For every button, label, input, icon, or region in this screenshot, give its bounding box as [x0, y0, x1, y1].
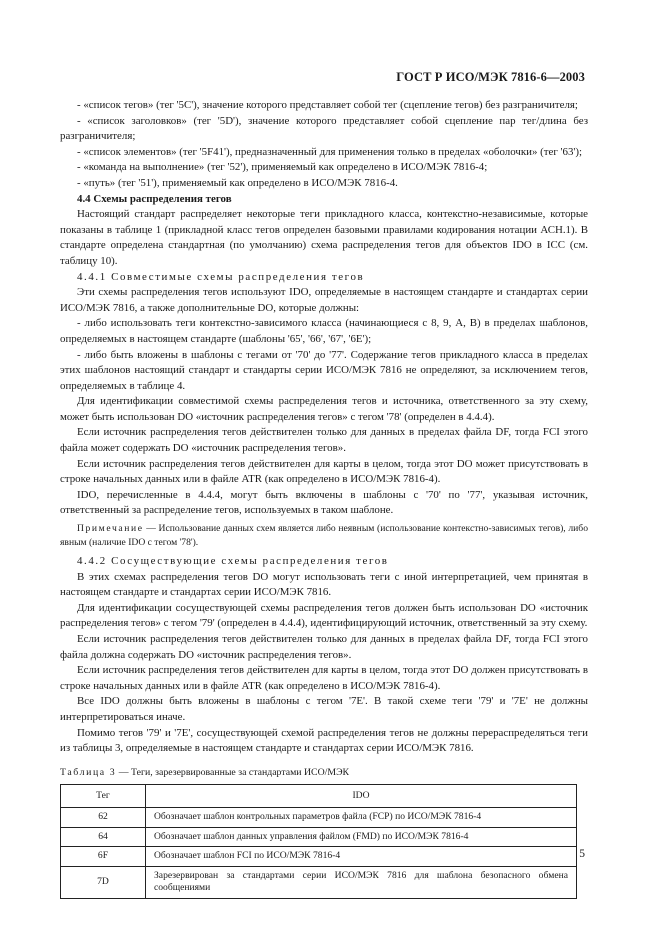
list-item: - «список тегов» (тег '5C'), значение которого представляет собой тег (сцепление тегов) без разграничителя; — [77, 99, 578, 111]
tag-cell: 62 — [61, 808, 146, 828]
list-item: - «команда на выполнение» (тег '52'), применяемый как определено в ИСО/МЭК 7816-4; — [77, 161, 488, 174]
subsection-heading: 4.4.2 Сосуществующие схемы распределения тегов — [77, 555, 389, 568]
table-row — [61, 827, 577, 847]
ido-cell: Обозначает шаблон FCI по ИСО/МЭК 7816-4 — [146, 847, 577, 867]
table-row — [61, 808, 577, 828]
note-text: — Использование данных схем является либо неявным (использование контекстно-зависимых тегов), либо явным (наличие IDO с тегом '78'). — [60, 523, 588, 549]
ido-cell: Обозначает шаблон контрольных параметров файла (FCP) по ИСО/МЭК 7816-4 — [146, 808, 577, 828]
page-number: 5 — [579, 848, 585, 860]
paragraph: Для идентификации совместимой схемы распределения тегов и источника, ответственного за эту схему, может быть использован DO «источник распределения тегов» с тегом '78' (определен в 4.4.4). — [60, 395, 588, 423]
tags-table — [60, 784, 577, 899]
paragraph: Если источник распределения тегов действителен для карты в целом, тогда этот DO может присутствовать в строке начальных данных или в файле ATR (как определено в ИСО/МЭК 7816-4). — [60, 457, 588, 486]
table-caption-label: Таблица 3 — [60, 766, 117, 778]
list-item: - «путь» (тег '51'), применяемый как определено в ИСО/МЭК 7816-4. — [77, 176, 398, 189]
column-header-ido: IDO — [146, 785, 577, 808]
table-caption-text: — Теги, зарезервированные за стандартами ИСО/МЭК — [116, 766, 350, 778]
page-content — [60, 98, 588, 899]
table-header-row — [61, 785, 577, 808]
note-label: Примечание — [77, 523, 144, 535]
list-item: - «список заголовков» (тег '5D'), значение которого представляет собой сцепление пар тег/длина без разграничителя; — [60, 114, 588, 143]
paragraph: IDO, перечисленные в 4.4.4, могут быть включены в шаблоны с '70' по '77', указывая источник, ответственный за распределение тегов, используемых в таком шаблоне. — [60, 488, 588, 517]
paragraph: В этих схемах распределения тегов DO могут использовать теги с иной интерпретацией, чем принятая в настоящем стандарте и стандартах серии ИСО/МЭК 7816. — [60, 570, 588, 599]
ido-cell: Зарезервирован за стандартами серии ИСО/МЭК 7816 для шаблона безопасного обмена сообщениями — [146, 866, 577, 898]
paragraph: Если источник распределения тегов действителен только для данных в пределах файла DF, тогда FCI этого файла может содержать DO «источник распределения тегов». — [60, 426, 588, 455]
section-heading: 4.4 Схемы распределения тегов — [77, 192, 232, 205]
table-row — [61, 847, 577, 867]
list-item: - либо использовать теги контекстно-зависимого класса (начинающиеся с 8, 9, A, B) в пределах шаблонов, определяемых в настоящем стандарте (шаблоны '65', '66', '67', '6E'); — [60, 317, 588, 345]
list-item: - либо быть вложены в шаблоны с тегами от '70' до '77'. Содержание тегов прикладного класса в пределах этих шаблонов настоящий стандарт и стандарты серии ИСО/МЭК 7816 не определяют, за исключением тегов, определяемых в таблице 4. — [60, 348, 588, 392]
paragraph: Эти схемы распределения тегов используют IDO, определяемые в настоящем стандарте и стандартах серии ИСО/МЭК 7816, а также дополнительные DO, которые должны: — [60, 286, 588, 314]
paragraph: Для идентификации сосуществующей схемы распределения тегов должен быть использован DO «источник распределения тегов» с тегом '79' (определен в 4.4.4), идентифицирующий источник, ответственный за эту схему. — [60, 601, 588, 630]
tag-cell: 6F — [61, 847, 146, 867]
paragraph: Если источник распределения тегов действителен для карты в целом, тогда этот DO должен присутствовать в строке начальных данных или в файле ATR (как определено в ИСО/МЭК 7816-4). — [60, 664, 588, 692]
paragraph: Если источник распределения тегов действителен только для данных в пределах файла DF, тогда FCI этого файла должна содержать DO «источник распределения тегов». — [60, 633, 588, 661]
tag-cell: 64 — [61, 827, 146, 847]
list-item: - «список элементов» (тег '5F41'), предназначенный для применения только в пределах «оболочки» (тег '63'); — [77, 145, 582, 158]
paragraph: Помимо тегов '79' и '7E', сосуществующей схемой распределения тегов не должны перераспределяться теги из таблицы 3, определяемые в настоящем стандарте и стандартах серии ИСО/МЭК 7816. — [60, 726, 588, 755]
subsection-heading: 4.4.1 Совместимые схемы распределения тегов — [77, 270, 365, 283]
column-header-tag: Тег — [61, 785, 146, 808]
paragraph: Все IDO должны быть вложены в шаблоны с тегом '7E'. В такой схеме теги '79' и '7E' не должны интерпретироваться иначе. — [60, 695, 588, 723]
table-caption — [60, 765, 588, 781]
tag-cell: 7D — [61, 866, 146, 898]
paragraph: Настоящий стандарт распределяет некоторые теги прикладного класса, контекстно-независимые, которые показаны в таблице 1 (прикладной класс тегов определен базовыми правилами кодирования нотации АСН.1). В стандарте определена стандартная (по умолчанию) схема распределения тегов для объектов IDO в ICC (см. таблицу 10). — [60, 208, 588, 267]
ido-cell: Обозначает шаблон данных управления файлом (FMD) по ИСО/МЭК 7816-4 — [146, 827, 577, 847]
note — [60, 522, 588, 550]
standard-header: ГОСТ Р ИСО/МЭК 7816-6—2003 — [396, 70, 585, 84]
table-row — [61, 866, 577, 898]
